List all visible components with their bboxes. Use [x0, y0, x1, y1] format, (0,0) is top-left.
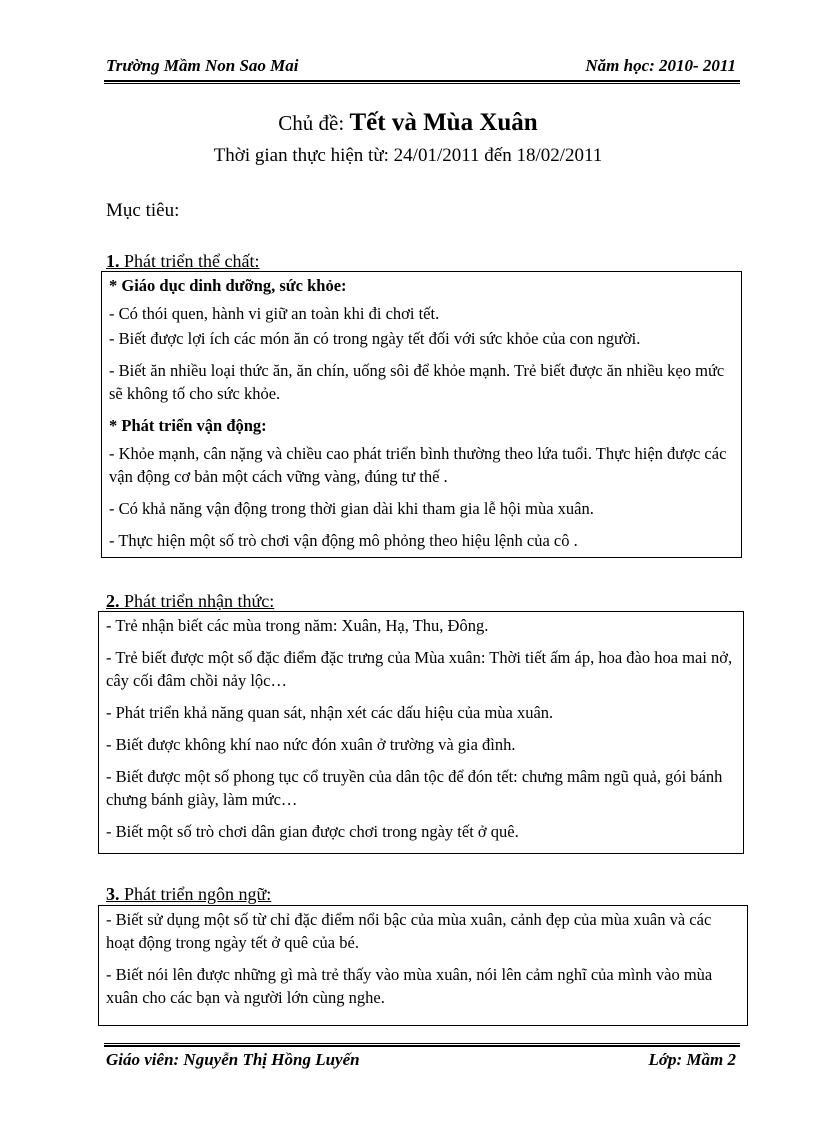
class-name: Lớp: Mầm 2	[648, 1050, 736, 1069]
section-number: 1.	[106, 251, 120, 271]
page-header	[104, 56, 736, 82]
section-2-box	[98, 611, 744, 854]
list-item: - Biết một số trò chơi dân gian được chơi trong ngày tết ở quê.	[106, 822, 519, 841]
school-name: Trường Mầm Non Sao Mai	[106, 56, 299, 75]
list-item: - Biết ăn nhiều loại thức ăn, ăn chín, uống sôi để khỏe mạnh. Trẻ biết được ăn nhiều kẹo mức sẽ không tố cho sức khỏe.	[109, 361, 725, 403]
title-prefix: Chủ đề:	[278, 111, 350, 135]
time-period: Thời gian thực hiện từ: 24/01/2011 đến 18/02/2011	[213, 145, 603, 166]
page-footer	[104, 1050, 736, 1076]
subsection-title: * Giáo dục dinh dưỡng, sức khỏe:	[109, 276, 347, 295]
section-number: 2.	[106, 591, 120, 611]
section-1-box	[101, 271, 742, 558]
list-item: - Trẻ biết được một số đặc điểm đặc trưng của Mùa xuân: Thời tiết ấm áp, hoa đào hoa mai nở, cây cối đâm chồi nảy lộc…	[106, 648, 733, 690]
section-number: 3.	[106, 884, 120, 904]
title-topic: Tết và Mùa Xuân	[349, 109, 538, 136]
page-title	[0, 109, 816, 137]
list-item: - Biết được một số phong tục cổ truyền của dân tộc để đón tết: chưng mâm ngũ quả, gói bánh chưng bánh giày, làm mức…	[106, 767, 723, 809]
section-1-heading	[106, 251, 259, 272]
footer-divider	[104, 1043, 740, 1047]
list-item: - Phát triển khả năng quan sát, nhận xét các dấu hiệu của mùa xuân.	[106, 703, 554, 722]
objectives-label: Mục tiêu:	[106, 200, 180, 221]
list-item: - Khỏe mạnh, cân nặng và chiều cao phát triển bình thường theo lứa tuổi. Thực hiện được các vận động cơ bản một cách vững vàng, đúng tư thế .	[109, 444, 727, 486]
header-divider	[104, 80, 740, 84]
school-year: Năm học: 2010- 2011	[585, 56, 736, 75]
list-item: - Biết nói lên được những gì mà trẻ thấy vào mùa xuân, nói lên cảm nghĩ của mình vào mùa xuân cho các bạn và người lớn cùng nghe.	[106, 965, 713, 1007]
list-item: - Có thói quen, hành vi giữ an toàn khi đi chơi tết.	[109, 304, 440, 323]
list-item: - Có khả năng vận động trong thời gian dài khi tham gia lễ hội mùa xuân.	[109, 499, 594, 518]
list-item: - Trẻ nhận biết các mùa trong năm: Xuân, Hạ, Thu, Đông.	[106, 616, 489, 635]
section-3-heading	[106, 884, 271, 905]
list-item: - Biết được không khí nao nức đón xuân ở trường và gia đình.	[106, 735, 516, 754]
teacher-name: Giáo viên: Nguyễn Thị Hồng Luyến	[106, 1050, 360, 1069]
list-item: - Biết được lợi ích các món ăn có trong ngày tết đối với sức khỏe của con người.	[109, 329, 641, 348]
section-2-heading	[106, 591, 274, 612]
section-title: Phát triển nhận thức:	[119, 591, 275, 611]
list-item: - Thực hiện một số trò chơi vận động mô phỏng theo hiệu lệnh của cô .	[109, 531, 578, 550]
list-item: - Biết sử dụng một số từ chỉ đặc điểm nổi bậc của mùa xuân, cảnh đẹp của mùa xuân và các hoạt động trong ngày tết ở quê của bé.	[106, 910, 712, 952]
subsection-title: * Phát triển vận động:	[109, 416, 267, 435]
section-title: Phát triển ngôn ngữ:	[119, 884, 272, 904]
section-3-box	[98, 905, 748, 1026]
section-title: Phát triển thể chất:	[119, 251, 260, 271]
